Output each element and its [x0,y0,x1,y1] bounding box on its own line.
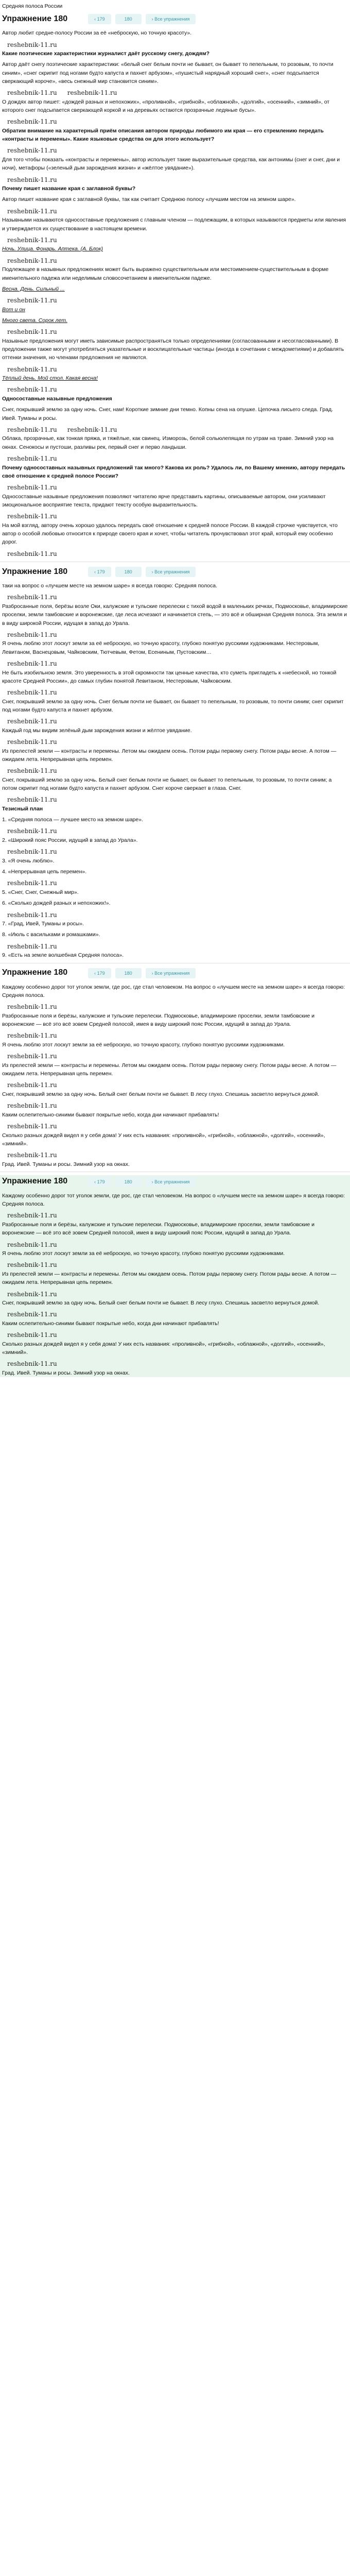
watermark: reshebnik-11.ru [7,176,57,183]
text-line: Я очень люблю этот лоскут земли за её неброскую, но точную красоту, глубоко понятую русскими художниками. Нестеровым, Левитаном, Васнецовым, Чайковским, Тютчевым, Фетом, Есениным, Пустовским… [2,640,320,655]
text-line: Автор пишет название края с заглавной буквы, так как считает Среднюю полосу «лучшим местом на земном шаре». [2,196,296,203]
prev-button[interactable]: ‹ 179 [88,14,111,24]
all-exercises-button[interactable]: › Все упражнения [146,567,196,577]
exercise-title: Упражнение 180 [2,567,68,576]
exercise-header [2,12,348,26]
text-line: Я очень люблю этот лоскут земли за её неброскую, но точную красоту, глубоко понятую русскими художниками. [2,1041,285,1048]
watermark: reshebnik-11.ru [7,426,57,433]
watermark: reshebnik-11.ru [7,386,57,394]
watermark: reshebnik-11.ru [7,1212,57,1219]
exercise-nav [88,1177,348,1187]
section-3 [0,967,350,1168]
exercise-header [2,565,348,579]
text-line: Облака, прозрачные, как тонкая пряжа, и тяжёлые, как свинец. Изморозь, белой сольюлепящая по утрам на траве. Зимний узор на окнах. Сенокосы и пустоши, разливы рек, первый снег и перво ландыши. [2,435,334,450]
watermark: reshebnik-11.ru [7,297,57,304]
prev-button[interactable]: ‹ 179 [88,567,111,577]
text-line: Разбросанные поля и берёзы, калужские и тульские перелески. Подмосковье, владимирские проселки, земли тамбовские и воронежские — всё это всё зовем Средней полосой, имея в виду широкий пояс России, идущий в запад до Урала. [2,1012,314,1027]
example: Тёплый день. Мой стол. Какая весна! [2,375,98,382]
watermark: reshebnik-11.ru [7,1032,57,1040]
exercise-title: Упражнение 180 [2,1177,68,1186]
text-line: Снег, покрывший землю за одну ночь. Белый снег белым почти не бывает, он бывает то пепельным, то розовым, то почти синим; а потом скрипит под ногами будто капуста и пахнет арбузом. Снег короче сверкает в глаза. Снег. [2,776,332,792]
watermark: reshebnik-11.ru [67,89,117,97]
watermark: reshebnik-11.ru [7,236,57,244]
text-line: Снег, покрывший землю за одну ночь. Снег белым почти не бывает, он бывает то пепельным, то розовым, то почти синим; снег скрипит под ногами будто капуста и пахнет арбузом. [2,698,344,713]
plan-item: 5. «Снег, Снег, Снежный мир». [2,889,79,896]
text-line: Назывными называются односоставные предложения с главным членом — подлежащим, в которых называются предметы или явления и утверждается их существование в настоящем времени. [2,217,346,232]
text-line: Из прелестей земли — контрасты и перемены. Летом мы ожидаем осень. Потом рады первому снегу. Потом рады весне. А потом — ожидаем лета. Непрерывная цепь перемен. [2,1062,337,1077]
prev-button[interactable]: ‹ 179 [88,1177,111,1187]
all-exercises-button[interactable]: › Все упражнения [146,968,196,978]
plan-item: 9. «Есть на земле волшебная Средняя полоса». [2,952,124,959]
watermark: reshebnik-11.ru [67,426,117,433]
text-line: Разбросанные поля, берёзы возле Оки, калужские и тульские перелески с тихой водой в маленьких речках, Подмосковье, владимирские проселки, земли тамбовские и воронежские, где леса исчезают и начинается степь, — это всё и обширная Средняя полоса. Эта земля и в виду широкой России, идущая в запад до Урала. [2,603,348,626]
exercise-header [2,967,348,980]
section-2 [0,565,350,959]
question: Почему односоставных назывных предложений так много? Какова их роль? Удалось ли, по Вашему мнению, автору передать своё отношение к средней полосе России? [2,464,345,479]
text-line: Снег, покрывший землю за одну ночь. Белый снег белым почти не бывает. В лесу глухо. Спешишь засветло вернуться домой. [2,1300,320,1307]
current-button[interactable]: 180 [115,968,142,978]
exercise-title: Упражнение 180 [2,968,68,977]
text-line: Подлежащее в назывных предложениях может быть выражено существительным или местоимением-существительным в форме именительного падежа или неделимым словосочетанием в именительном падеже. [2,266,329,281]
watermark: reshebnik-11.ru [7,848,57,856]
text-line: Каким ослепительно-синими бывают покрытые небо, когда дни начинают прибавлять! [2,1320,219,1327]
exercise-header [2,1175,348,1189]
text-line: Назывные предложения могут иметь зависимые распространяться только определениями (согласованными и несогласованными). В предложении также могут употребляться указательные и восклицательные частицы (иногда в сочетании с междометиями) и добавлять оттенки значения, но членами предложения не являются. [2,337,344,361]
watermark: reshebnik-11.ru [7,1360,57,1368]
text-line: Автор даёт снегу поэтические характеристики: «белый снег белым почти не бывает, он бывает то пепельным, то розовым, то почти синим», «снег скрипит под ногами будто капуста и пахнет арбузом», «пушистый нарядный хороший снег», «снег подсыпается сверкающий короче», «весь снежный мир становится синим». [2,61,334,84]
text-line: Снег, покрывший землю за одну ночь. Белый снег белым почти не бывает. В лесу глухо. Спешишь засветло вернуться домой. [2,1091,320,1097]
watermark: reshebnik-11.ru [7,631,57,638]
text-line: Не быть изобильною земля. Это уверенность в этой скромности так ценные качества, кто суметь пригладеть к «небесной, но тонкой красоте Средней России», до самых глубин понятой Левитаном, Нестеровым, Чайковским. [2,669,337,684]
all-exercises-button[interactable]: › Все упражнения [146,1177,196,1187]
text-line: таки на вопрос о «лучшем месте на земном шаре» я всегда говорю: Средняя полоса. [2,583,217,589]
text-line: Односоставные назывные предложения позволяют читателю ярче представить картины, описываемые автором, они усиливают эмоциональное восприятие текста, придают тексту особую выразительность. [2,493,326,508]
watermark: reshebnik-11.ru [7,41,57,48]
section-4 [0,1175,350,1377]
plan-item: 1. «Средняя полоса — лучшее место на земном шаре». [2,817,143,823]
watermark: reshebnik-11.ru [7,365,57,373]
example: Много света. Сорок лет. [2,317,67,324]
watermark: reshebnik-11.ru [7,1081,57,1089]
exercise-nav [88,968,348,978]
watermark: reshebnik-11.ru [7,550,57,557]
watermark: reshebnik-11.ru [7,594,57,601]
question: Какие поэтические характеристики журналист даёт русскому снегу, дождям? [2,50,210,57]
text-line: О дождях автор пишет: «дождей разных и непохожих», «проливной», «грибной», «облажной», «долгий», «осенний», «зимний», от которого снег подсыпается сверкающей коркой и на деревьях остаются прозрачные ледяные бусы». [2,98,330,114]
text-line: Град. Ивей. Туманы и росы. Зимний узор на окнах. [2,1161,130,1167]
watermark: reshebnik-11.ru [7,207,57,215]
watermark: reshebnik-11.ru [7,147,57,155]
text-line: Сколько разных дождей видел я у себя дома! У них есть названия: «проливной», «грибной», «облажной», «долгий», «осенний», «зимний». [2,1132,325,1147]
watermark: reshebnik-11.ru [7,1003,57,1011]
text-line: Для того чтобы показать «контрасты и перемены», автор использует такие выразительные средства, как антонимы (снег и снег, дни и ночи), метафоры («зеленый дым зарождения жизни» и «жёлтое увядание»). [2,157,340,172]
watermark: reshebnik-11.ru [7,89,57,97]
watermark: reshebnik-11.ru [7,328,57,336]
question: Односоставные назывные предложения [2,396,112,402]
example: Вот и он [2,306,25,313]
text-line: Разбросанные поля и берёзы, калужские и тульские перелески. Подмосковье, владимирские проселки, земли тамбовские и воронежские — всё это всё зовем Средней полосой, имея в виду широкий пояс России, идущий в запад до Урала. [2,1222,314,1236]
watermark: reshebnik-11.ru [7,1311,57,1318]
text-line: Каким ослепительно-синими бывают покрытые небо, когда дни начинают прибавлять! [2,1111,219,1118]
text-line: На мой взгляд, автору очень хорошо удалось передать своё отношение к средней полосе России. В каждой строчке чувствуется, что автор о особой любовью относится к природе своего края и хочет, чтобы читатель прочувствовал этот край, который ему особенно дорог. [2,522,338,546]
watermark: reshebnik-11.ru [7,454,57,462]
current-button[interactable]: 180 [115,14,142,24]
text-line: Я очень люблю этот лоскут земли за её неброскую, но точную красоту, глубоко понятую русскими художниками. [2,1250,285,1257]
all-exercises-button[interactable]: › Все упражнения [146,14,196,24]
watermark: reshebnik-11.ru [7,827,57,835]
watermark: reshebnik-11.ru [7,1331,57,1339]
watermark: reshebnik-11.ru [7,879,57,887]
exercise-nav [88,567,348,577]
watermark: reshebnik-11.ru [7,911,57,919]
prev-button[interactable]: ‹ 179 [88,968,111,978]
plan-item: 3. «Я очень люблю». [2,857,55,864]
watermark: reshebnik-11.ru [7,513,57,520]
exercise-title: Упражнение 180 [2,14,68,23]
current-button[interactable]: 180 [115,567,142,577]
watermark: reshebnik-11.ru [7,942,57,950]
question: Почему пишет название края с заглавной буквы? [2,185,136,192]
watermark: reshebnik-11.ru [7,1290,57,1298]
text-line: Сколько разных дождей видел я у себя дома! У них есть названия: «проливной», «грибной», «облажной», «долгий», «осенний», «зимний». [2,1341,325,1356]
plan-title: Тезисный план [2,805,43,812]
text-line: Из прелестей земли — контрасты и перемены. Летом мы ожидаем осень. Потом рады первому снегу. Потом рады весне. А потом — ожидаем лета. Непрерывная цепь перемен. [2,748,337,762]
section-1 [0,2,350,558]
watermark: reshebnik-11.ru [7,738,57,746]
text-line: Каждому особенно дорог тот уголок земли, где рос, где стал человеком. На вопрос о «лучшем месте на земном шаре» я всегда говорю: Средняя полоса. [2,1192,345,1208]
plan-item: 8. «Июль с васильками и ромашками». [2,931,100,938]
watermark: reshebnik-11.ru [7,118,57,126]
watermark: reshebnik-11.ru [7,1151,57,1159]
watermark: reshebnik-11.ru [7,1102,57,1110]
example: Ночь. Улица. Фонарь. Аптека. (А. Блок) [2,246,103,252]
watermark: reshebnik-11.ru [7,689,57,697]
watermark: reshebnik-11.ru [7,796,57,804]
watermark: reshebnik-11.ru [7,718,57,725]
plan-item: 2. «Широкий пояс России, идущий в запад до Урала». [2,837,138,844]
text-line: Автор любит средне-полосу России за её «неброскую, но точную красоту». [2,30,192,37]
watermark: reshebnik-11.ru [7,1053,57,1060]
watermark: reshebnik-11.ru [7,484,57,492]
plan-item: 4. «Непрерывная цепь перемен». [2,869,87,875]
question: Обратим внимание на характерный приём описания автором природы любимого им края — его стремлению передать «контрасты и перемены». Какие языковые средства он для этого использует? [2,127,324,143]
watermark: reshebnik-11.ru [7,257,57,264]
watermark: reshebnik-11.ru [7,1241,57,1248]
breadcrumb: Средняя полоса России [2,3,63,9]
text-line: Каждый год мы видим зелёный дым зарождения жизни и жёлтое увядание. [2,727,192,734]
text-line: Снег, покрывший землю за одну ночь. Снег, нам! Короткие зимние дни темно. Копны сена на опушке. Цепочка лисьего следа. Град. Ивей. Туманы и росы. [2,406,334,421]
text-line: Из прелестей земли — контрасты и перемены. Летом мы ожидаем осень. Потом рады первому снегу. Потом рады весне. А потом — ожидаем лета. Непрерывная цепь перемен. [2,1271,337,1286]
plan-item: 6. «Сколько дождей разных и непохожих!». [2,900,111,907]
exercise-nav [88,14,348,24]
example: Весна. День. Сильный ... [2,285,65,292]
current-button[interactable]: 180 [115,1177,142,1187]
plan-item: 7. «Град, Ивей, Туманы и росы». [2,921,84,927]
watermark: reshebnik-11.ru [7,767,57,775]
text-line: Каждому особенно дорог тот уголок земли, где рос, где стал человеком. На вопрос о «лучшем месте на земном шаре» я всегда говорю: Средняя полоса. [2,984,345,998]
watermark: reshebnik-11.ru [7,1261,57,1269]
watermark: reshebnik-11.ru [7,659,57,667]
watermark: reshebnik-11.ru [7,1122,57,1130]
text-line: Град. Ивей. Туманы и росы. Зимний узор на окнах. [2,1369,130,1376]
